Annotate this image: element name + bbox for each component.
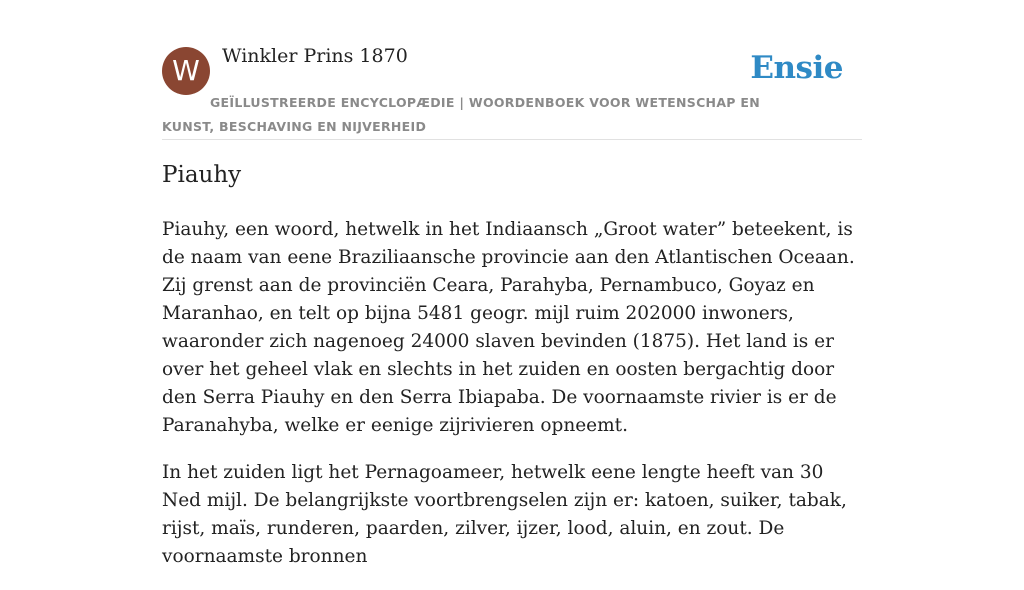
ensie-logo[interactable]: Ensie (750, 50, 843, 86)
source-subtitle: GEÏLLUSTREERDE ENCYCLOPÆDIE | WOORDENBOEK VOOR WETENSCHAP EN KUNST, BESCHAVING EN NIJVERHEID (162, 95, 760, 134)
source-header (162, 0, 862, 140)
article-paragraph: In het zuiden ligt het Pernagoameer, hetwelk eene lengte heeft van 30 Ned mijl. De belangrijkste voortbrengselen zijn er: katoen, suiker, tabak, rijst, maïs, runderen, paarden, zilver, ijzer, lood, aluin, en zout. De voornaamste bronnen (162, 462, 847, 567)
page-container (162, 0, 862, 567)
source-avatar[interactable]: W (162, 47, 210, 95)
article-title: Piauhy (162, 162, 242, 188)
article-body (162, 216, 862, 590)
source-title-link[interactable]: Winkler Prins 1870 (222, 45, 408, 67)
article-paragraph: Piauhy, een woord, hetwelk in het Indiaansch „Groot water” beteekent, is de naam van eene Braziliaansche provincie aan den Atlantischen Oceaan. Zij grenst aan de provinciën Ceara, Parahyba, Pernambuco, Goyaz en Maranhao, en telt op bijna 5481 geogr. mijl ruim 202000 inwoners, waaronder zich nagenoeg 24000 slaven bevinden (1875). Het land is er over het geheel vlak en slechts in het zuiden en oosten bergachtig door den Serra Piauhy en den Serra Ibiapaba. De voornaamste rivier is er de Paranahyba, welke er eenige zijrivieren opneemt. (162, 219, 855, 436)
